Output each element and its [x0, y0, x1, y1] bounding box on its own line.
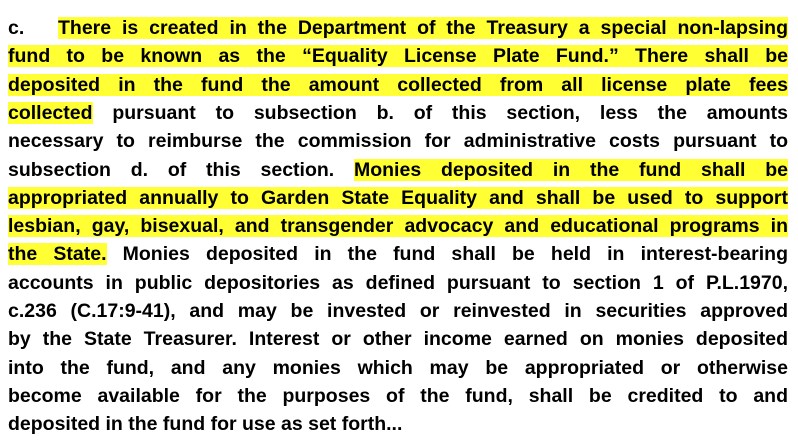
body-text: into the fund, and any monies which may be appropriated or otherwise — [8, 356, 788, 379]
paragraph-line — [8, 212, 788, 240]
paragraph-line — [8, 156, 788, 184]
body-text: deposited in the fund for use as set forth... — [8, 413, 403, 436]
paragraph-line — [8, 99, 788, 127]
highlighted-text: lesbian, gay, bisexual, and transgender advocacy and educational programs in — [8, 215, 788, 238]
paragraph-line — [8, 269, 788, 297]
paragraph-line — [8, 71, 788, 99]
paragraph-line — [8, 382, 788, 410]
body-text: accounts in public depositories as defined pursuant to section 1 of P.L.1970, — [8, 271, 788, 294]
highlighted-text: appropriated annually to Garden State Equality and shall be used to support — [8, 186, 788, 209]
highlighted-text: There is created in the Department of the Treasury a special non-lapsing — [58, 17, 788, 39]
body-text: necessary to reimburse the commission for administrative costs pursuant to — [8, 130, 788, 153]
paragraph-line — [8, 14, 788, 42]
body-text: by the State Treasurer. Interest or other income earned on monies deposited — [8, 328, 788, 351]
body-text: subsection d. of this section. — [8, 158, 354, 181]
paragraph-line — [8, 240, 788, 268]
paragraph-line — [8, 410, 788, 438]
body-text: pursuant to subsection b. of this section, less the amounts — [92, 101, 788, 124]
section-marker: c. — [8, 17, 25, 39]
highlighted-text: fund to be known as the “Equality License Plate Fund.” There shall be — [8, 45, 788, 68]
highlighted-text: Monies deposited in the fund shall be — [353, 158, 788, 181]
highlighted-text: collected — [8, 101, 93, 124]
paragraph-line — [8, 42, 788, 70]
paragraph-line — [8, 127, 788, 155]
body-text: c.236 (C.17:9-41), and may be invested or reinvested in securities approved — [8, 300, 788, 322]
highlighted-text: deposited in the fund the amount collected from all license plate fees — [8, 73, 788, 96]
paragraph-line — [8, 184, 788, 212]
paragraph-line — [8, 297, 788, 325]
highlighted-text: the State. — [8, 243, 107, 266]
body-text: become available for the purposes of the fund, shall be credited to and — [8, 384, 788, 407]
body-text: Monies deposited in the fund shall be held in interest-bearing — [106, 243, 788, 266]
paragraph-line — [8, 325, 788, 353]
paragraph-line — [8, 354, 788, 382]
